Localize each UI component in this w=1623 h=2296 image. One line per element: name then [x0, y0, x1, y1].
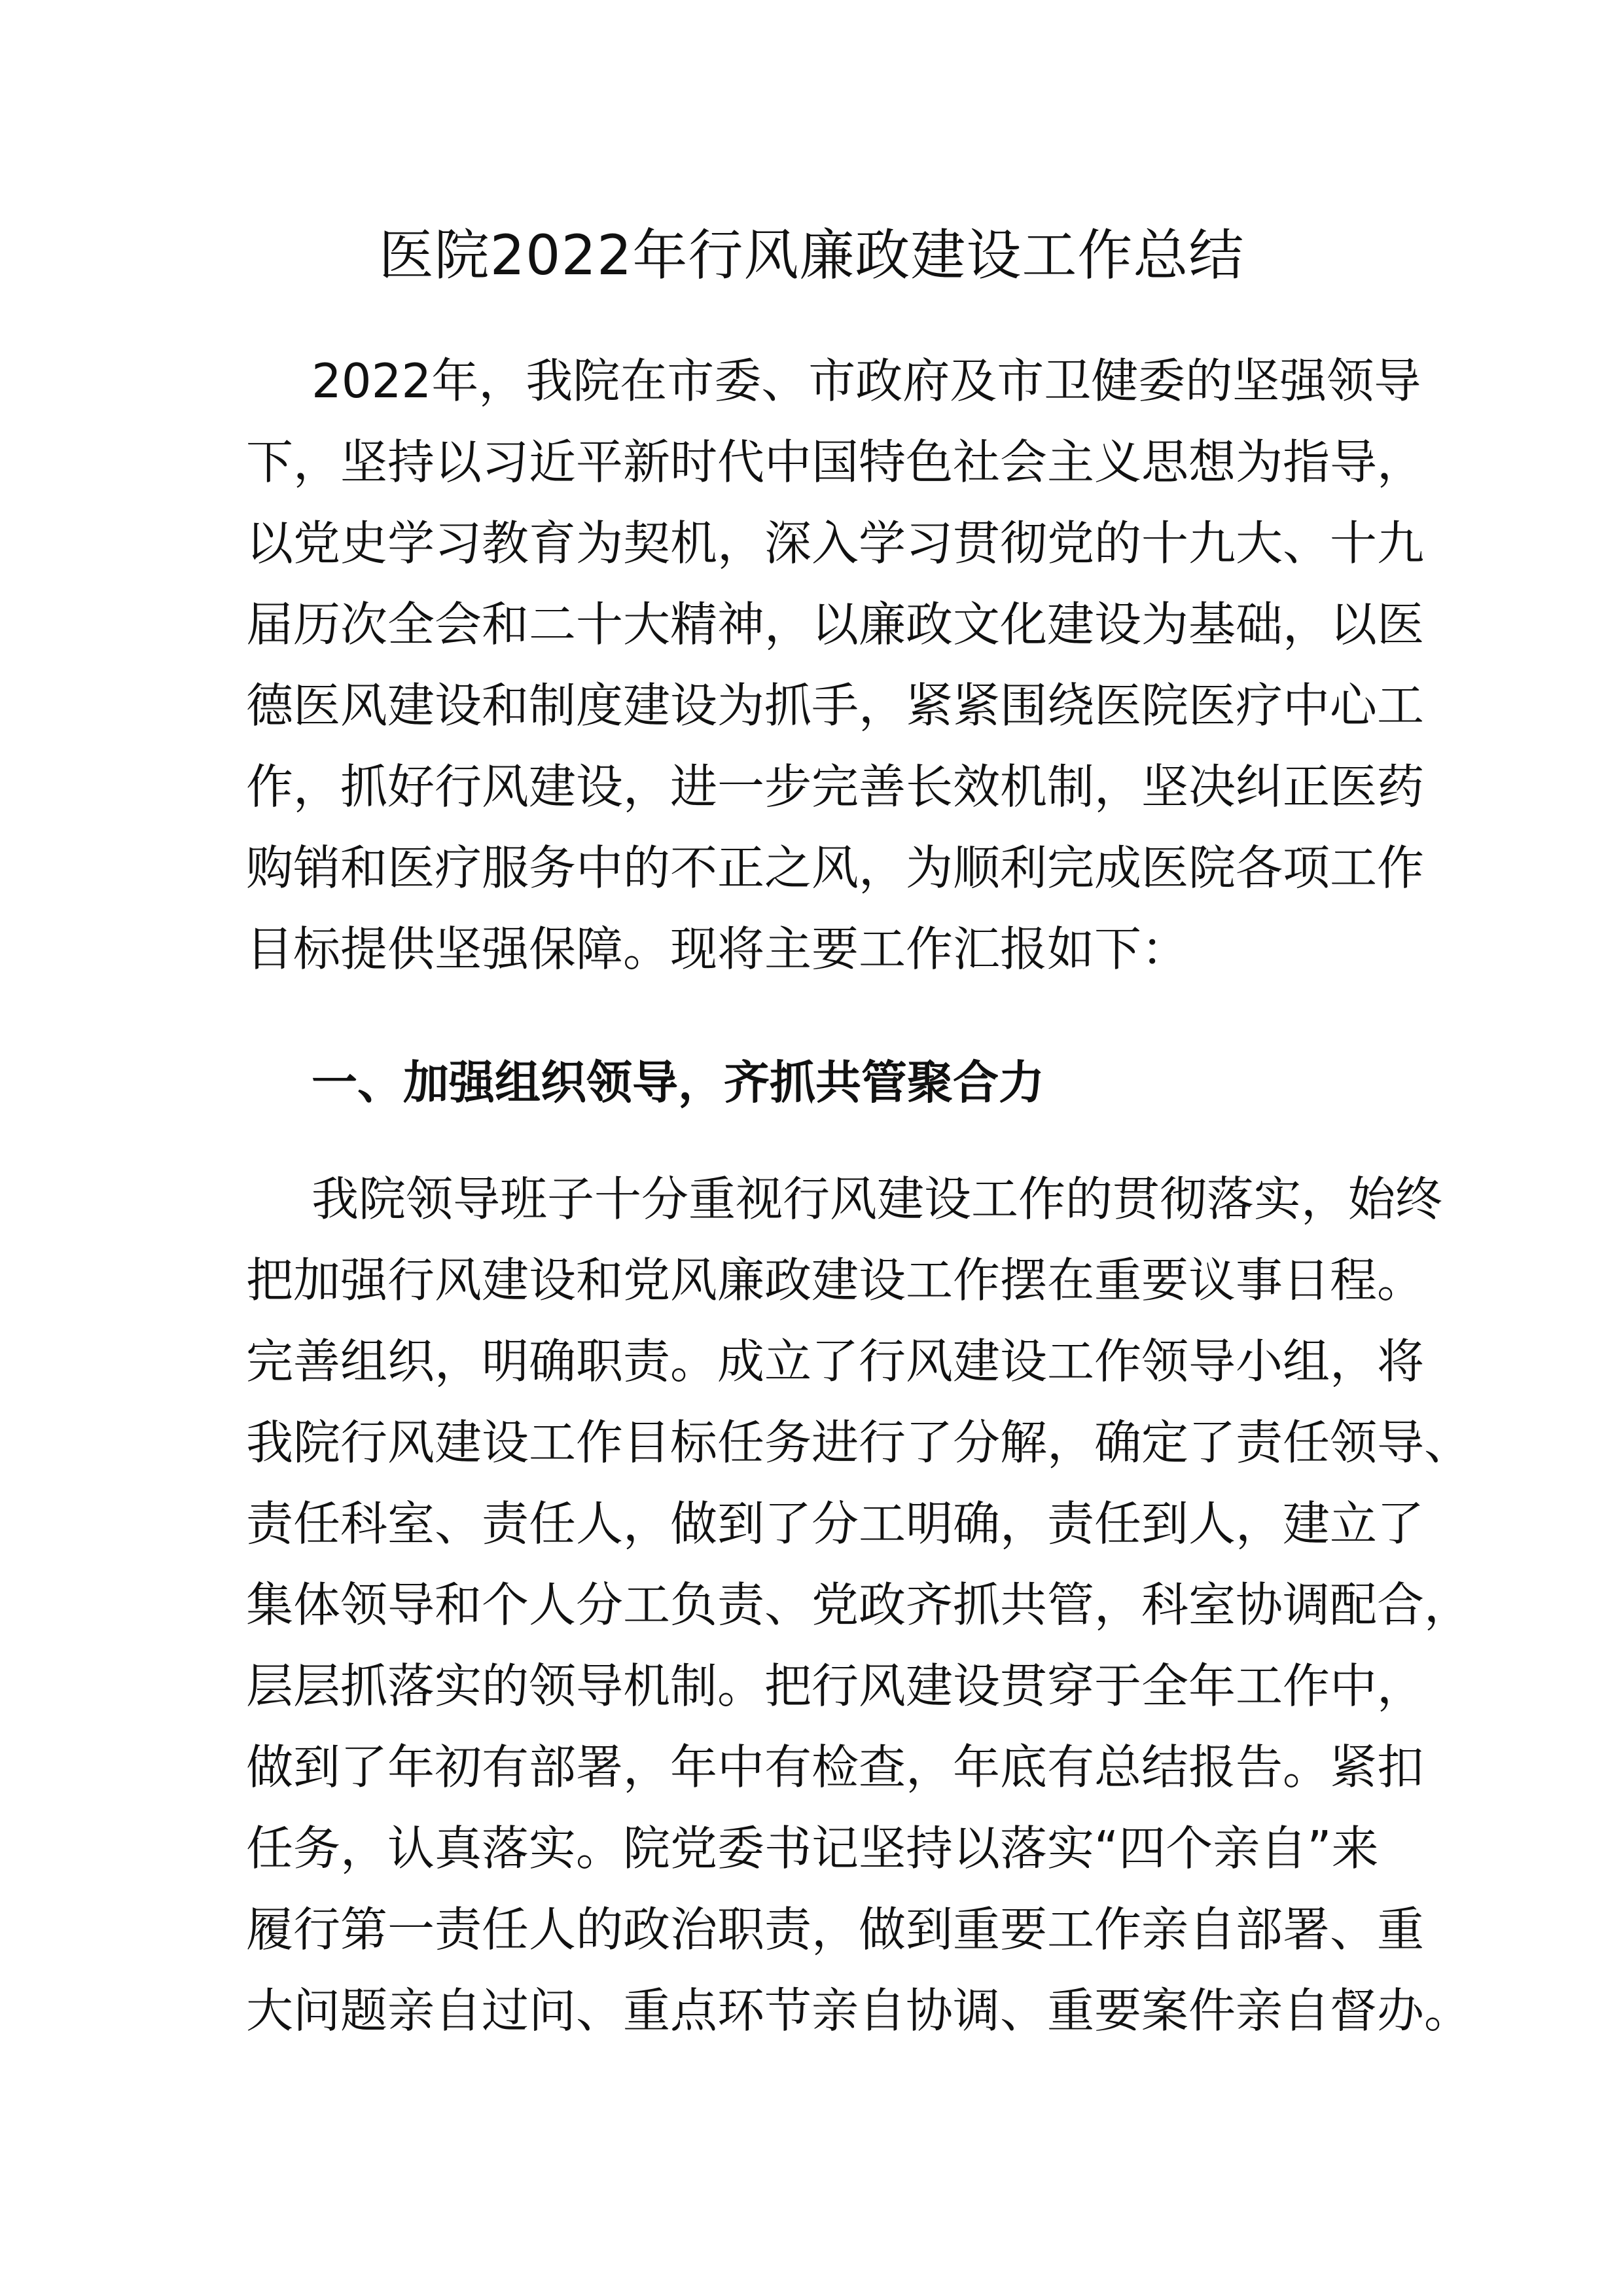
paragraph-intro: [246, 340, 1425, 990]
text-line: 届历次全会和二十大精神，以廉政文化建设为基础，以医: [246, 597, 1425, 652]
text-line: 以党史学习教育为契机，深入学习贯彻党的十九大、十九: [246, 516, 1425, 571]
text-line: 2022年，我院在市委、市政府及市卫健委的坚强领导: [312, 353, 1421, 408]
text-line: 做到了年初有部署，年中有检查，年底有总结报告。紧扣: [246, 1740, 1425, 1795]
text-line: 购销和医疗服务中的不正之风，为顺利完成医院各项工作: [246, 840, 1425, 895]
text-line: 下，坚持以习近平新时代中国特色社会主义思想为指导，: [246, 435, 1425, 490]
text-line: 完善组织，明确职责。成立了行风建设工作领导小组，将: [246, 1334, 1425, 1389]
paragraph-section1: [246, 1158, 1472, 2051]
document-title: 医院2022年行风廉政建设工作总结: [378, 223, 1245, 287]
text-line: 履行第一责任人的政治职责，做到重要工作亲自部署、重: [246, 1902, 1425, 1957]
text-line: 大问题亲自过问、重点环节亲自协调、重要案件亲自督办。: [246, 1983, 1472, 2038]
text-line: 我院领导班子十分重视行风建设工作的贯彻落实，始终: [312, 1172, 1443, 1227]
text-line: 把加强行风建设和党风廉政建设工作摆在重要议事日程。: [246, 1253, 1425, 1308]
text-line: 作，抓好行风建设，进一步完善长效机制，坚决纠正医药: [246, 759, 1425, 814]
text-line: 德医风建设和制度建设为抓手，紧紧围绕医院医疗中心工: [246, 678, 1425, 733]
section-heading: 一、加强组织领导，齐抓共管聚合力: [312, 1056, 1044, 1109]
text-line: 层层抓落实的领导机制。把行风建设贯穿于全年工作中，: [246, 1659, 1425, 1713]
text-line: 责任科室、责任人，做到了分工明确，责任到人，建立了: [246, 1496, 1425, 1551]
text-line: 我院行风建设工作目标任务进行了分解，确定了责任领导、: [246, 1415, 1472, 1470]
text-line: 集体领导和个人分工负责、党政齐抓共管，科室协调配合，: [246, 1577, 1472, 1632]
text-line: 任务，认真落实。院党委书记坚持以落实“四个亲自”来: [246, 1821, 1379, 1876]
text-line: 目标提供坚强保障。现将主要工作汇报如下：: [246, 922, 1189, 977]
